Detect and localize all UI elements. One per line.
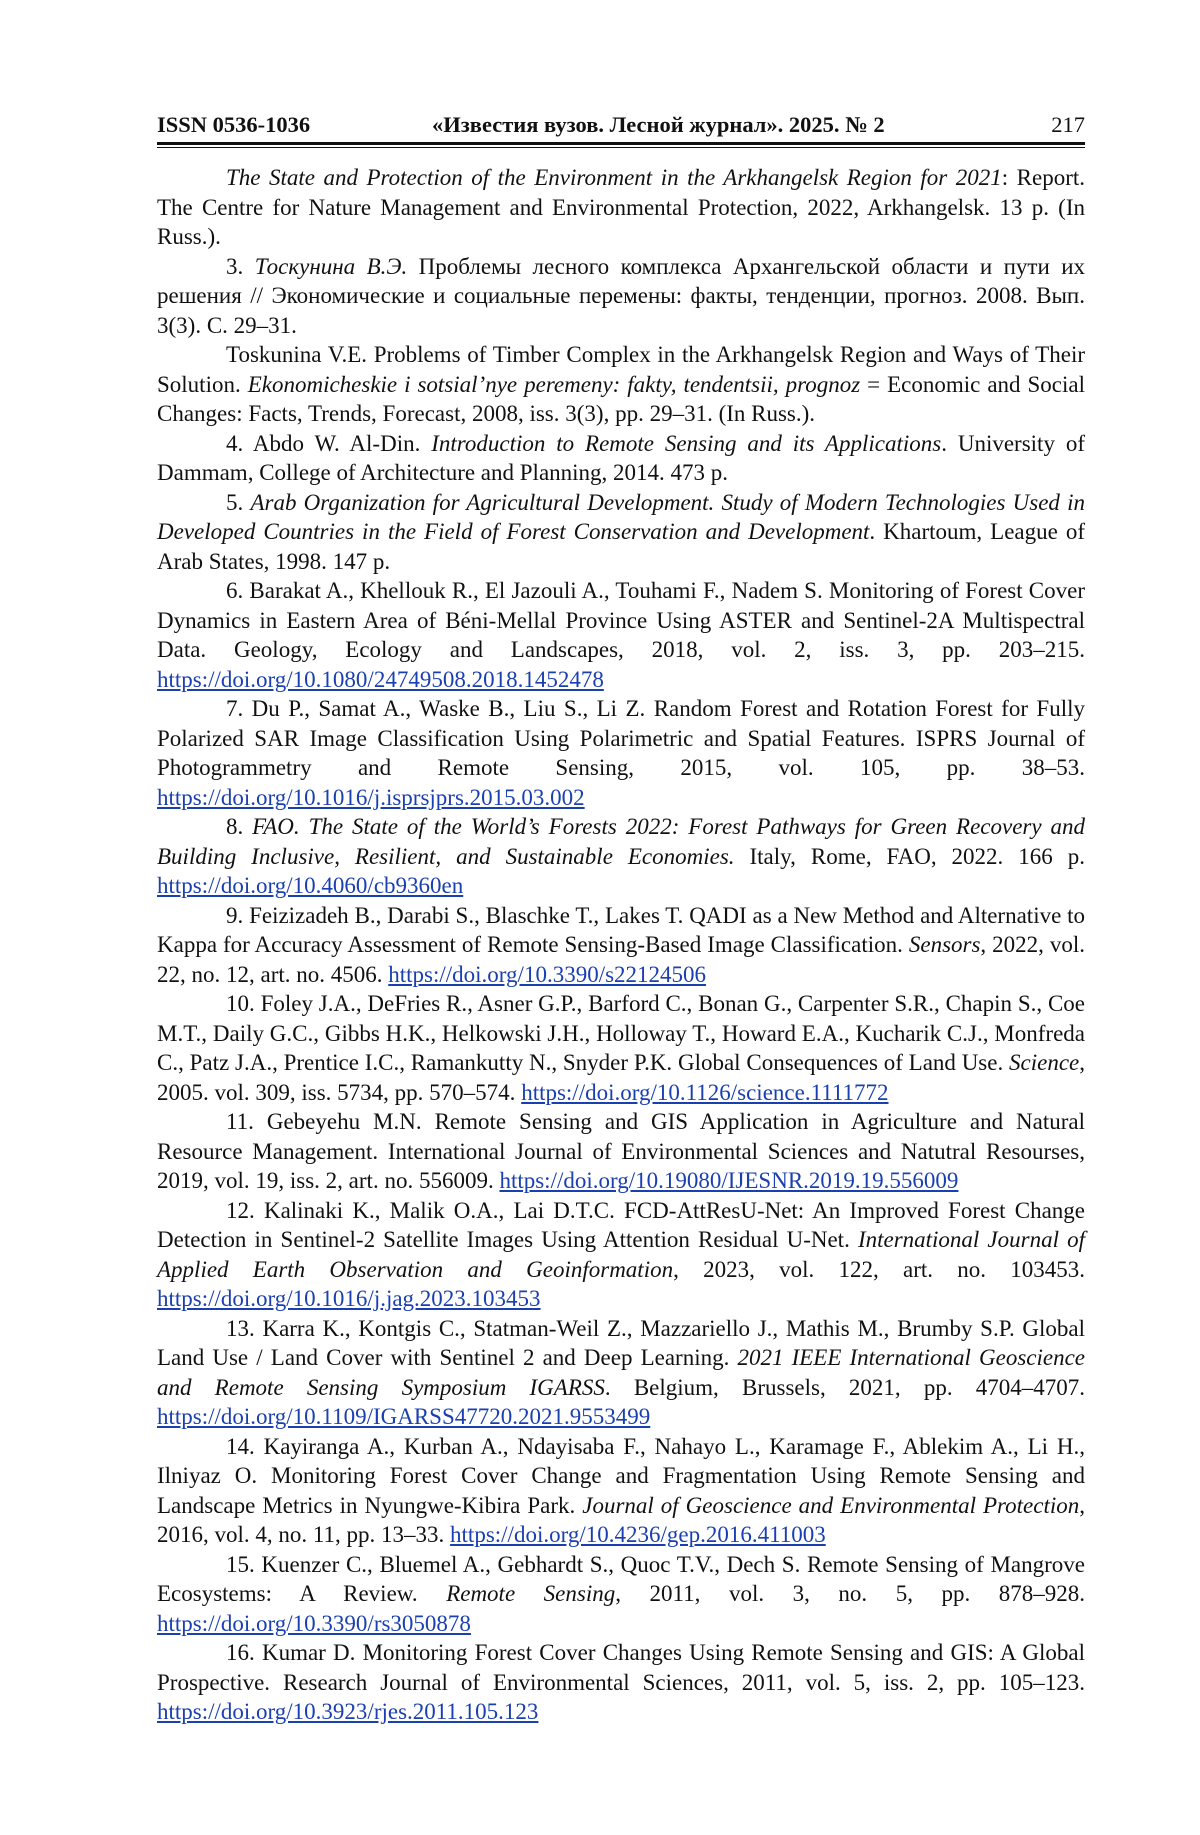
reference-entry-r14 xyxy=(157,1432,1085,1550)
reference-entry-r6 xyxy=(157,576,1085,694)
reference-details: , 2023, vol. 122, art. no. 103453. xyxy=(673,1257,1085,1282)
reference-details: , 2011, vol. 3, no. 5, pp. 878–928. xyxy=(615,1581,1085,1606)
reference-italic-title: Тоскунина В.Э. xyxy=(255,254,408,279)
reference-entry-r3en xyxy=(157,340,1085,429)
journal-page xyxy=(0,0,1200,1835)
reference-authors: Kalinaki K., Malik O.A., Lai D.T.C. FCD-AttResU-Net: An Improved Forest Change Detection in Sentinel-2 Satellite Images Using Attention Residual U-Net. xyxy=(157,1198,1085,1253)
reference-doi-link[interactable]: https://doi.org/10.3390/rs3050878 xyxy=(157,1611,471,1636)
header-journal-title: «Известия вузов. Лесной журнал». 2025. № 2 xyxy=(432,108,885,142)
header-issn: ISSN 0536-1036 xyxy=(157,108,310,142)
reference-entry-r4 xyxy=(157,429,1085,488)
reference-number: 16. xyxy=(226,1640,262,1665)
reference-italic-title: Arab Organization for Agricultural Development. Study of Modern Technologies Used in Developed Countries in the Field of Forest Conservation and Development xyxy=(157,490,1085,545)
reference-number: 8. xyxy=(226,814,252,839)
reference-authors: Foley J.A., DeFries R., Asner G.P., Barford C., Bonan G., Carpenter S.R., Chapin S., Coe M.T., Daily G.C., Gibbs H.K., Helkowski J.H., Holloway T., Howard E.A., Kucharik C.J., Monfreda C., Patz J.A., Prentice I.C., Ramankutty N., Snyder P.K. Global Consequences of Land Use. xyxy=(157,991,1085,1075)
reference-entry-r5 xyxy=(157,488,1085,577)
reference-entry-r11 xyxy=(157,1107,1085,1196)
reference-details: , 2016, vol. 4, no. 11, pp. 13–33. xyxy=(157,1493,1085,1548)
reference-authors: Gebeyehu M.N. Remote Sensing and GIS Application in Agriculture and Natural Resource Management. International Journal of Environmental Sciences and Natutral Resourses, 2019, vol. 19, iss. 2, art. no. 556009. xyxy=(157,1109,1085,1193)
reference-number: 5. xyxy=(226,490,250,515)
reference-authors: Kumar D. Monitoring Forest Cover Changes Using Remote Sensing and GIS: A Global Prospective. Research Journal of Environmental Sciences, 2011, vol. 5, iss. 2, pp. 105–123. xyxy=(157,1640,1085,1695)
reference-entry-r12 xyxy=(157,1196,1085,1314)
reference-number: 10. xyxy=(226,991,261,1016)
reference-entry-r2en xyxy=(157,163,1085,252)
reference-italic-title: Remote Sensing xyxy=(446,1581,615,1606)
reference-number: 7. xyxy=(226,696,252,721)
reference-entry-r7 xyxy=(157,694,1085,812)
reference-doi-link[interactable]: https://doi.org/10.4236/gep.2016.411003 xyxy=(450,1522,826,1547)
reference-doi-link[interactable]: https://doi.org/10.1016/j.isprsjprs.2015.03.002 xyxy=(157,785,585,810)
reference-authors: Barakat A., Khellouk R., El Jazouli A., Touhami F., Nadem S. Monitoring of Forest Cover Dynamics in Eastern Area of Béni-Mellal Province Using ASTER and Sentinel-2A Multispectral Data. Geology, Ecology and Landscapes, 2018, vol. 2, iss. 3, pp. 203–215. xyxy=(157,578,1085,662)
reference-number: 11. xyxy=(226,1109,267,1134)
reference-italic-title: 2021 IEEE International Geoscience and Remote Sensing Symposium IGARSS xyxy=(157,1345,1085,1400)
reference-doi-link[interactable]: https://doi.org/10.4060/cb9360en xyxy=(157,873,463,898)
reference-italic-title: Introduction to Remote Sensing and its Applications xyxy=(431,431,941,456)
reference-number: 6. xyxy=(226,578,249,603)
reference-authors: Karra K., Kontgis C., Statman-Weil Z., Mazzariello J., Mathis M., Brumby S.P. Global Land Use / Land Cover with Sentinel 2 and Deep Learning. xyxy=(157,1316,1085,1371)
header-rule-thick xyxy=(157,142,1085,145)
reference-details: , 2022, vol. 22, no. 12, art. no. 4506. xyxy=(157,932,1085,987)
reference-doi-link[interactable]: https://doi.org/10.19080/IJESNR.2019.19.556009 xyxy=(499,1168,958,1193)
reference-details: . Khartoum, League of Arab States, 1998. 147 p. xyxy=(157,519,1085,574)
reference-italic-title: Ekonomicheskie i sotsial’nye peremeny: fakty, tendentsii, prognoz xyxy=(248,372,860,397)
reference-number: 14. xyxy=(226,1434,264,1459)
reference-entry-r3ru xyxy=(157,252,1085,341)
reference-details: Italy, Rome, FAO, 2022. 166 p. xyxy=(735,844,1085,869)
reference-entry-r8 xyxy=(157,812,1085,901)
reference-italic-title: Sensors xyxy=(909,932,981,957)
reference-italic-title: The State and Protection of the Environment in the Arkhangelsk Region for 2021 xyxy=(226,165,1002,190)
reference-details: . Belgium, Brussels, 2021, pp. 4704–4707. xyxy=(605,1375,1085,1400)
reference-details: Проблемы лесного комплекса Архангельской области и пути их решения // Экономические и социальные перемены: факты, тенденции, прогноз. 2008. Вып. 3(3). С. 29–31. xyxy=(157,254,1085,338)
reference-entry-r16 xyxy=(157,1638,1085,1727)
reference-number: 13. xyxy=(226,1316,262,1341)
reference-details: : Report. The Centre for Nature Management and Environmental Protection, 2022, Arkhangelsk. 13 p. (In Russ.). xyxy=(157,165,1085,249)
reference-authors: Toskunina V.E. Problems of Timber Complex in the Arkhangelsk Region and Ways of Their Solution. xyxy=(157,342,1085,397)
reference-entry-r15 xyxy=(157,1550,1085,1639)
reference-number: 3. xyxy=(226,254,255,279)
reference-doi-link[interactable]: https://doi.org/10.3923/rjes.2011.105.123 xyxy=(157,1699,538,1724)
reference-doi-link[interactable]: https://doi.org/10.3390/s22124506 xyxy=(388,962,706,987)
reference-italic-title: International Journal of Applied Earth Observation and Geoinformation xyxy=(157,1227,1085,1282)
reference-number: 9. xyxy=(226,903,249,928)
reference-number: 4. xyxy=(226,431,253,456)
reference-italic-title: Journal of Geoscience and Environmental Protection xyxy=(582,1493,1079,1518)
reference-entry-r9 xyxy=(157,901,1085,990)
reference-authors: Kuenzer C., Bluemel A., Gebhardt S., Quoc T.V., Dech S. Remote Sensing of Mangrove Ecosystems: A Review. xyxy=(157,1552,1085,1607)
reference-doi-link[interactable]: https://doi.org/10.1126/science.1111772 xyxy=(521,1080,888,1105)
reference-doi-link[interactable]: https://doi.org/10.1109/IGARSS47720.2021.9553499 xyxy=(157,1404,650,1429)
header-rule-thin xyxy=(157,147,1085,148)
reference-details: . University of Dammam, College of Architecture and Planning, 2014. 473 p. xyxy=(157,431,1085,486)
reference-authors: Kayiranga A., Kurban A., Ndayisaba F., Nahayo L., Karamage F., Ablekim A., Li H., Ilniyaz O. Monitoring Forest Cover Change and Fragmentation Using Remote Sensing and Landscape Metrics in Nyungwe-Kibira Park. xyxy=(157,1434,1085,1518)
reference-authors: Du P., Samat A., Waske B., Liu S., Li Z. Random Forest and Rotation Forest for Fully Polarized SAR Image Classification Using Polarimetric and Spatial Features. ISPRS Journal of Photogrammetry and Remote Sensing, 2015, vol. 105, pp. 38–53. xyxy=(157,696,1085,780)
reference-authors: Abdo W. Al-Din. xyxy=(253,431,431,456)
reference-italic-title: FAO. The State of the World’s Forests 2022: Forest Pathways for Green Recovery and Building Inclusive, Resilient, and Sustainable Economies. xyxy=(157,814,1085,869)
reference-list xyxy=(157,163,1085,1727)
reference-entry-r13 xyxy=(157,1314,1085,1432)
reference-details: , 2005. vol. 309, iss. 5734, pp. 570–574. xyxy=(157,1050,1085,1105)
reference-doi-link[interactable]: https://doi.org/10.1016/j.jag.2023.103453 xyxy=(157,1286,541,1311)
reference-number: 15. xyxy=(226,1552,261,1577)
reference-details: = Economic and Social Changes: Facts, Trends, Forecast, 2008, iss. 3(3), pp. 29–31. (In Russ.). xyxy=(157,372,1085,427)
header-page-number: 217 xyxy=(1051,108,1085,142)
reference-doi-link[interactable]: https://doi.org/10.1080/24749508.2018.1452478 xyxy=(157,667,604,692)
reference-entry-r10 xyxy=(157,989,1085,1107)
running-header xyxy=(157,108,1085,142)
reference-authors: Feizizadeh B., Darabi S., Blaschke T., Lakes T. QADI as a New Method and Alternative to Kappa for Accuracy Assessment of Remote Sensing-Based Image Classification. xyxy=(157,903,1085,958)
reference-italic-title: Science xyxy=(1009,1050,1079,1075)
reference-number: 12. xyxy=(226,1198,264,1223)
